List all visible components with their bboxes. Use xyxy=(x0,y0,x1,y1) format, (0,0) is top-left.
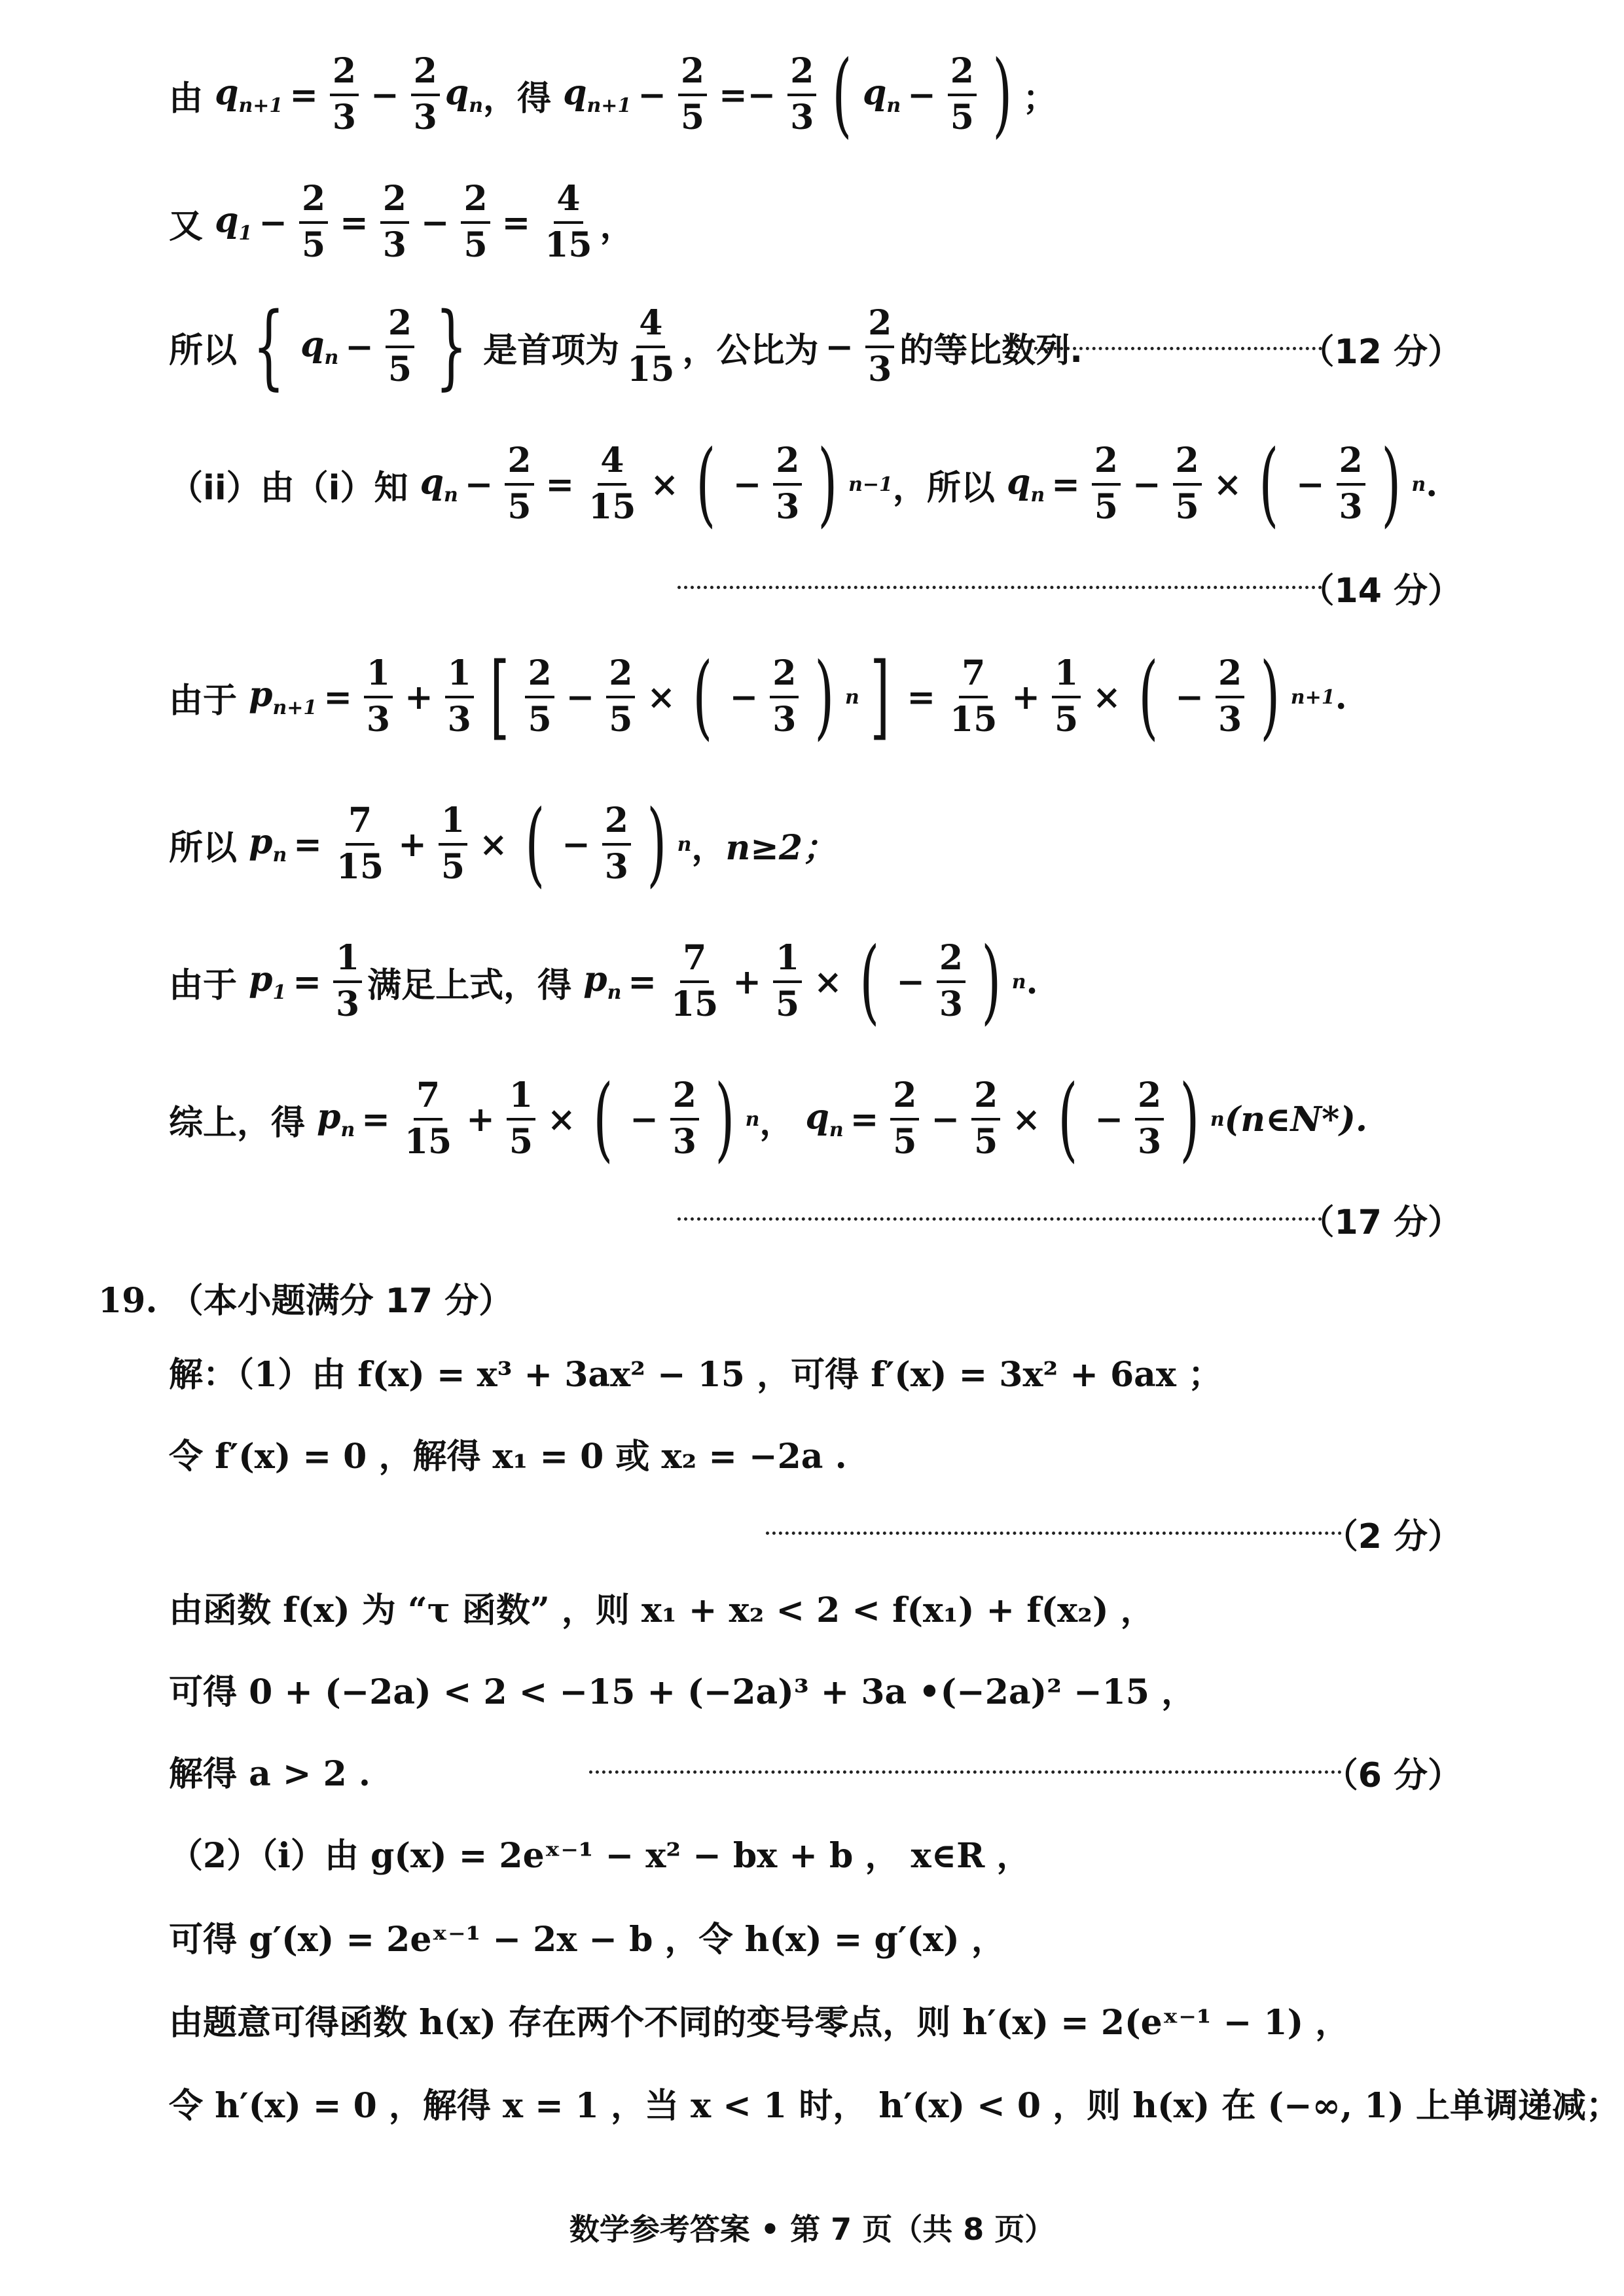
score-12: （12 分） xyxy=(1300,332,1462,372)
line-p1-check: 由于 $p_1$ = $\frac{1}{3}$ 满足上式，得 $p_n$ = $\frac{7}{15}$ + $\frac{1}{5}$ × ( − $\frac{2}{3}$ ) n . xyxy=(169,928,1038,1035)
question-19-header: 19. （本小题满分 17 分） xyxy=(98,1281,513,1321)
line-geometric-sequence: 所以 { $q_n$ − $\frac{2}{5}$ } 是首项为 4 15 ，公比为 − $\frac{2}{3}$ 的等比数列. xyxy=(169,293,1083,400)
score-leader-17 xyxy=(677,1217,1322,1221)
score-17: （17 分） xyxy=(1300,1203,1462,1242)
score-2: （2 分） xyxy=(1324,1517,1462,1556)
line-qn-formula: （ii）由（i）知 $q_n$ − $\frac{2}{5}$ = $\frac{4}{15}$ × ( − $\frac{2}{3}$ ) n−1 ，所以 $q_n$ = $\frac{2}{5}$ − $\frac{2}{5}$ × ( − $\frac{2}{3}$ ) n . xyxy=(169,431,1438,537)
score-leader-6 xyxy=(589,1770,1342,1774)
step-4-inequality: 可得 0 + (−2a) < 2 < −15 + (−2a)³ + 3a •(−2a)² −15 ， xyxy=(169,1672,1196,1712)
step-3-tau-function: 由函数 f(x) 为 “τ 函数” ，则 x₁ + x₂ < 2 < f(x₁) + f(x₂) ， xyxy=(169,1590,1155,1630)
step-1-derivative: 解：（1）由 f(x) = x³ + 3ax² − 15 ，可得 f′(x) = 3x² + 6ax ； xyxy=(169,1354,1222,1395)
step-8-h-derivative: 由题意可得函数 h(x) 存在两个不同的变号零点，则 h′(x) = 2(eˣ⁻¹ − 1) ， xyxy=(169,2002,1350,2043)
score-leader-12 xyxy=(1021,347,1322,350)
page-footer: 数学参考答案 • 第 7 页（共 8 页） xyxy=(569,2212,1055,2247)
line-pn-plus-1: 由于 $p_{n+1}$ = $\frac{1}{3}$ + $\frac{1}{3}$ [ 2 5 − $\frac{2}{5}$ × ( − $\frac{2}{3}$ ) n ] = $\frac{7}{15}$ + $\frac{1}{5}$ × ( − $\frac{2}{3}$ ) n+1 . xyxy=(169,643,1347,750)
step-5-result: 解得 a > 2 . xyxy=(169,1753,370,1794)
score-leader-2 xyxy=(766,1532,1342,1535)
score-14: （14 分） xyxy=(1300,571,1462,611)
step-7-g-derivative: 可得 g′(x) = 2eˣ⁻¹ − 2x − b ，令 h(x) = g′(x) ， xyxy=(169,1919,1005,1960)
line-summary: 综上，得 $p_n$ = $\frac{7}{15}$ + $\frac{1}{5}$ × ( − $\frac{2}{3}$ ) n ， $q_n$ = $\frac{2}{5}$ − $\frac{2}{5}$ × ( − $\frac{2}{3}$ ) n (n∈N*). xyxy=(169,1066,1367,1172)
step-2-critical-points: 令 f′(x) = 0 ，解得 x₁ = 0 或 x₂ = −2a . xyxy=(169,1436,847,1477)
step-6-g-definition: （2）（i）由 g(x) = 2eˣ⁻¹ − x² − bx + b ， x∈R ， xyxy=(169,1835,1031,1876)
line-first-term: 又 $q_1$ − $\frac{2}{5}$ = $\frac{2}{3}$ − $\frac{2}{5}$ = $\frac{4}{15}$ ， xyxy=(169,179,634,265)
line-recurrence-q: 由 $q_{n+1}$ = $\frac{2}{3}$ − $\frac{2}{3}$ $q_n$ ，得 $q_{n+1}$ − $\frac{2}{5}$ =− $\frac{2}{3}$ ( $q_n$ − $\frac{2}{5}$ ) ； xyxy=(169,41,1057,148)
score-6: （6 分） xyxy=(1324,1756,1462,1795)
score-leader-14 xyxy=(677,586,1322,589)
line-pn-general: 所以 $p_n$ = $\frac{7}{15}$ + $\frac{1}{5}$ × ( − $\frac{2}{3}$ ) n ， n≥2； xyxy=(169,791,837,897)
step-9-monotonic: 令 h′(x) = 0 ，解得 x = 1 ，当 x < 1 时， h′(x) < 0 ，则 h(x) 在 (−∞, 1) 上单调递减； xyxy=(169,2085,1621,2126)
